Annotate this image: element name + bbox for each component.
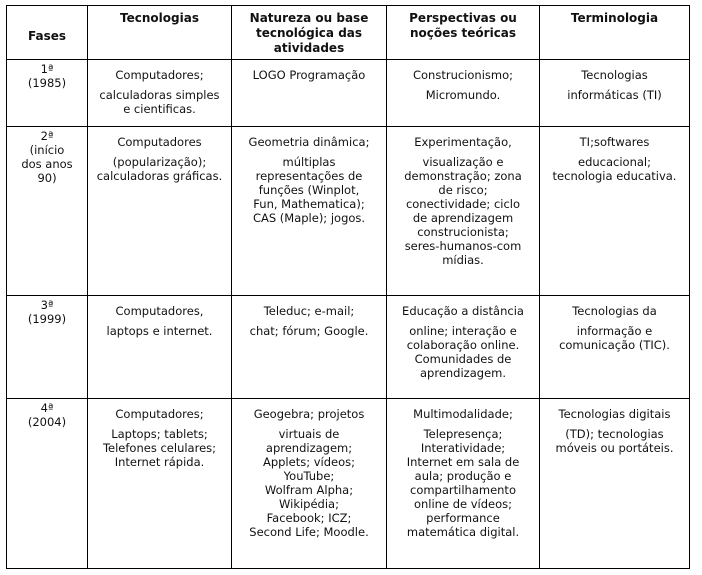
cell-text-line: funções (Winplot,	[258, 183, 360, 197]
cell-text-line: colaboração online.	[406, 338, 520, 352]
cell-text-line: Construcionismo;	[412, 68, 513, 82]
cell-text-line: compartilhamento	[410, 483, 516, 497]
cell-text-line: (popularização);	[112, 155, 207, 169]
cell-text-line: 2ª	[40, 129, 54, 143]
cell-text-line: Educação a distância	[402, 304, 524, 318]
cell-text-line: Wolfram Alpha;	[264, 483, 354, 497]
cell-text-line: online de vídeos;	[413, 497, 513, 511]
header-terminologia: Terminologia	[540, 6, 690, 60]
cell-text-line: (TD); tecnologias	[565, 427, 664, 441]
cell-text-line: Geometria dinâmica;	[248, 135, 370, 149]
cell-text-line: aula; produção e	[414, 469, 512, 483]
cell-text-line: de risco;	[438, 183, 488, 197]
cell-text-line: Geogebra; projetos	[253, 407, 365, 421]
cell-tecnologias	[88, 399, 232, 569]
cell-text-line: aprendizagem;	[265, 441, 353, 455]
cell-text-line: Internet em sala de	[406, 455, 520, 469]
cell-text-line: LOGO Programação	[252, 68, 366, 82]
cell-text-line: Wikipédia;	[279, 497, 339, 511]
cell-natureza	[232, 399, 387, 569]
cell-perspectivas	[387, 399, 540, 569]
cell-text-line: Computadores,	[115, 304, 204, 318]
cell-text-line: Tecnologias da	[572, 304, 657, 318]
cell-text-line: Laptops; tablets;	[111, 427, 208, 441]
cell-text-line: comunicação (TIC).	[559, 338, 670, 352]
cell-fase	[7, 60, 88, 127]
cell-text-line: Telepresença;	[423, 427, 503, 441]
header-tecnologias: Tecnologias	[88, 6, 232, 60]
cell-text-line: e cientificas.	[123, 102, 196, 116]
cell-text-line: online; interação e	[409, 324, 517, 338]
cell-fase	[7, 399, 88, 569]
cell-text-line: Computadores;	[115, 407, 204, 421]
cell-text-line: 1ª	[40, 62, 54, 76]
cell-text-line: móveis ou portáteis.	[555, 441, 674, 455]
cell-text-line: (2004)	[27, 415, 67, 429]
cell-text-line: Computadores;	[115, 68, 204, 82]
cell-text-line: 4ª	[40, 401, 54, 415]
cell-text-line: TI;softwares	[579, 135, 650, 149]
cell-terminologia	[540, 399, 690, 569]
header-natureza: Natureza ou base tecnológica das atividades	[232, 6, 387, 60]
cell-text-line: (1999)	[27, 312, 67, 326]
header-perspectivas: Perspectivas ou noções teóricas	[387, 6, 540, 60]
cell-text-line: CAS (Maple); jogos.	[252, 211, 366, 225]
table-row	[7, 60, 690, 127]
cell-tecnologias	[88, 127, 232, 296]
cell-text-line: construcionista;	[417, 225, 509, 239]
cell-perspectivas	[387, 296, 540, 399]
cell-text-line: Second Life; Moodle.	[249, 525, 369, 539]
cell-natureza	[232, 296, 387, 399]
cell-text-line: Experimentação,	[414, 135, 512, 149]
cell-text-line: dos anos 90)	[21, 157, 73, 185]
cell-text-line: calculadoras simples	[99, 88, 220, 102]
cell-text-line: chat; fórum; Google.	[249, 324, 369, 338]
cell-text-line: conectividade; ciclo	[405, 197, 521, 211]
cell-text-line: informáticas (TI)	[567, 88, 662, 102]
cell-perspectivas	[387, 60, 540, 127]
cell-fase	[7, 296, 88, 399]
header-fases: Fases	[7, 6, 88, 60]
cell-text-line: Micromundo.	[425, 88, 501, 102]
table-row	[7, 127, 690, 296]
cell-fase	[7, 127, 88, 296]
cell-text-line: matemática digital.	[406, 525, 520, 539]
cell-natureza	[232, 127, 387, 296]
cell-text-line: Multimodalidade;	[413, 407, 513, 421]
cell-text-line: de aprendizagem	[412, 211, 514, 225]
phases-table	[6, 5, 690, 569]
cell-text-line: 3ª	[40, 298, 54, 312]
cell-text-line: calculadoras gráficas.	[96, 169, 223, 183]
cell-text-line: mídias.	[442, 253, 484, 267]
cell-perspectivas	[387, 127, 540, 296]
header-row	[7, 6, 690, 60]
cell-text-line: Telefones celulares;	[102, 441, 217, 455]
cell-text-line: virtuais de	[278, 427, 340, 441]
cell-tecnologias	[88, 60, 232, 127]
cell-text-line: Teleduc; e-mail;	[263, 304, 355, 318]
cell-text-line: múltiplas	[282, 155, 336, 169]
cell-text-line: demonstração; zona	[404, 169, 522, 183]
cell-text-line: informação e	[576, 324, 653, 338]
cell-text-line: Computadores	[117, 135, 202, 149]
cell-text-line: laptops e internet.	[106, 324, 213, 338]
cell-text-line: performance	[426, 511, 500, 525]
cell-text-line: YouTube;	[283, 469, 335, 483]
cell-text-line: visualização e	[422, 155, 504, 169]
cell-text-line: tecnologia educativa.	[552, 169, 677, 183]
cell-text-line: Tecnologias digitais	[558, 407, 671, 421]
cell-text-line: Applets; vídeos;	[262, 455, 356, 469]
cell-terminologia	[540, 127, 690, 296]
cell-text-line: Internet rápida.	[114, 455, 205, 469]
cell-text-line: (1985)	[27, 76, 67, 90]
cell-text-line: Facebook; ICZ;	[266, 511, 352, 525]
cell-text-line: Comunidades de	[414, 352, 512, 366]
cell-text-line: Fun, Mathematica);	[253, 197, 365, 211]
cell-natureza	[232, 60, 387, 127]
cell-text-line: aprendizagem.	[420, 366, 506, 380]
cell-terminologia	[540, 296, 690, 399]
table-row	[7, 296, 690, 399]
cell-text-line: seres-humanos-com	[404, 239, 522, 253]
cell-terminologia	[540, 60, 690, 127]
cell-tecnologias	[88, 296, 232, 399]
table-row	[7, 399, 690, 569]
cell-text-line: (início	[29, 143, 65, 157]
cell-text-line: educacional;	[578, 155, 651, 169]
cell-text-line: representações de	[255, 169, 363, 183]
cell-text-line: Tecnologias	[581, 68, 648, 82]
cell-text-line: Interatividade;	[420, 441, 506, 455]
